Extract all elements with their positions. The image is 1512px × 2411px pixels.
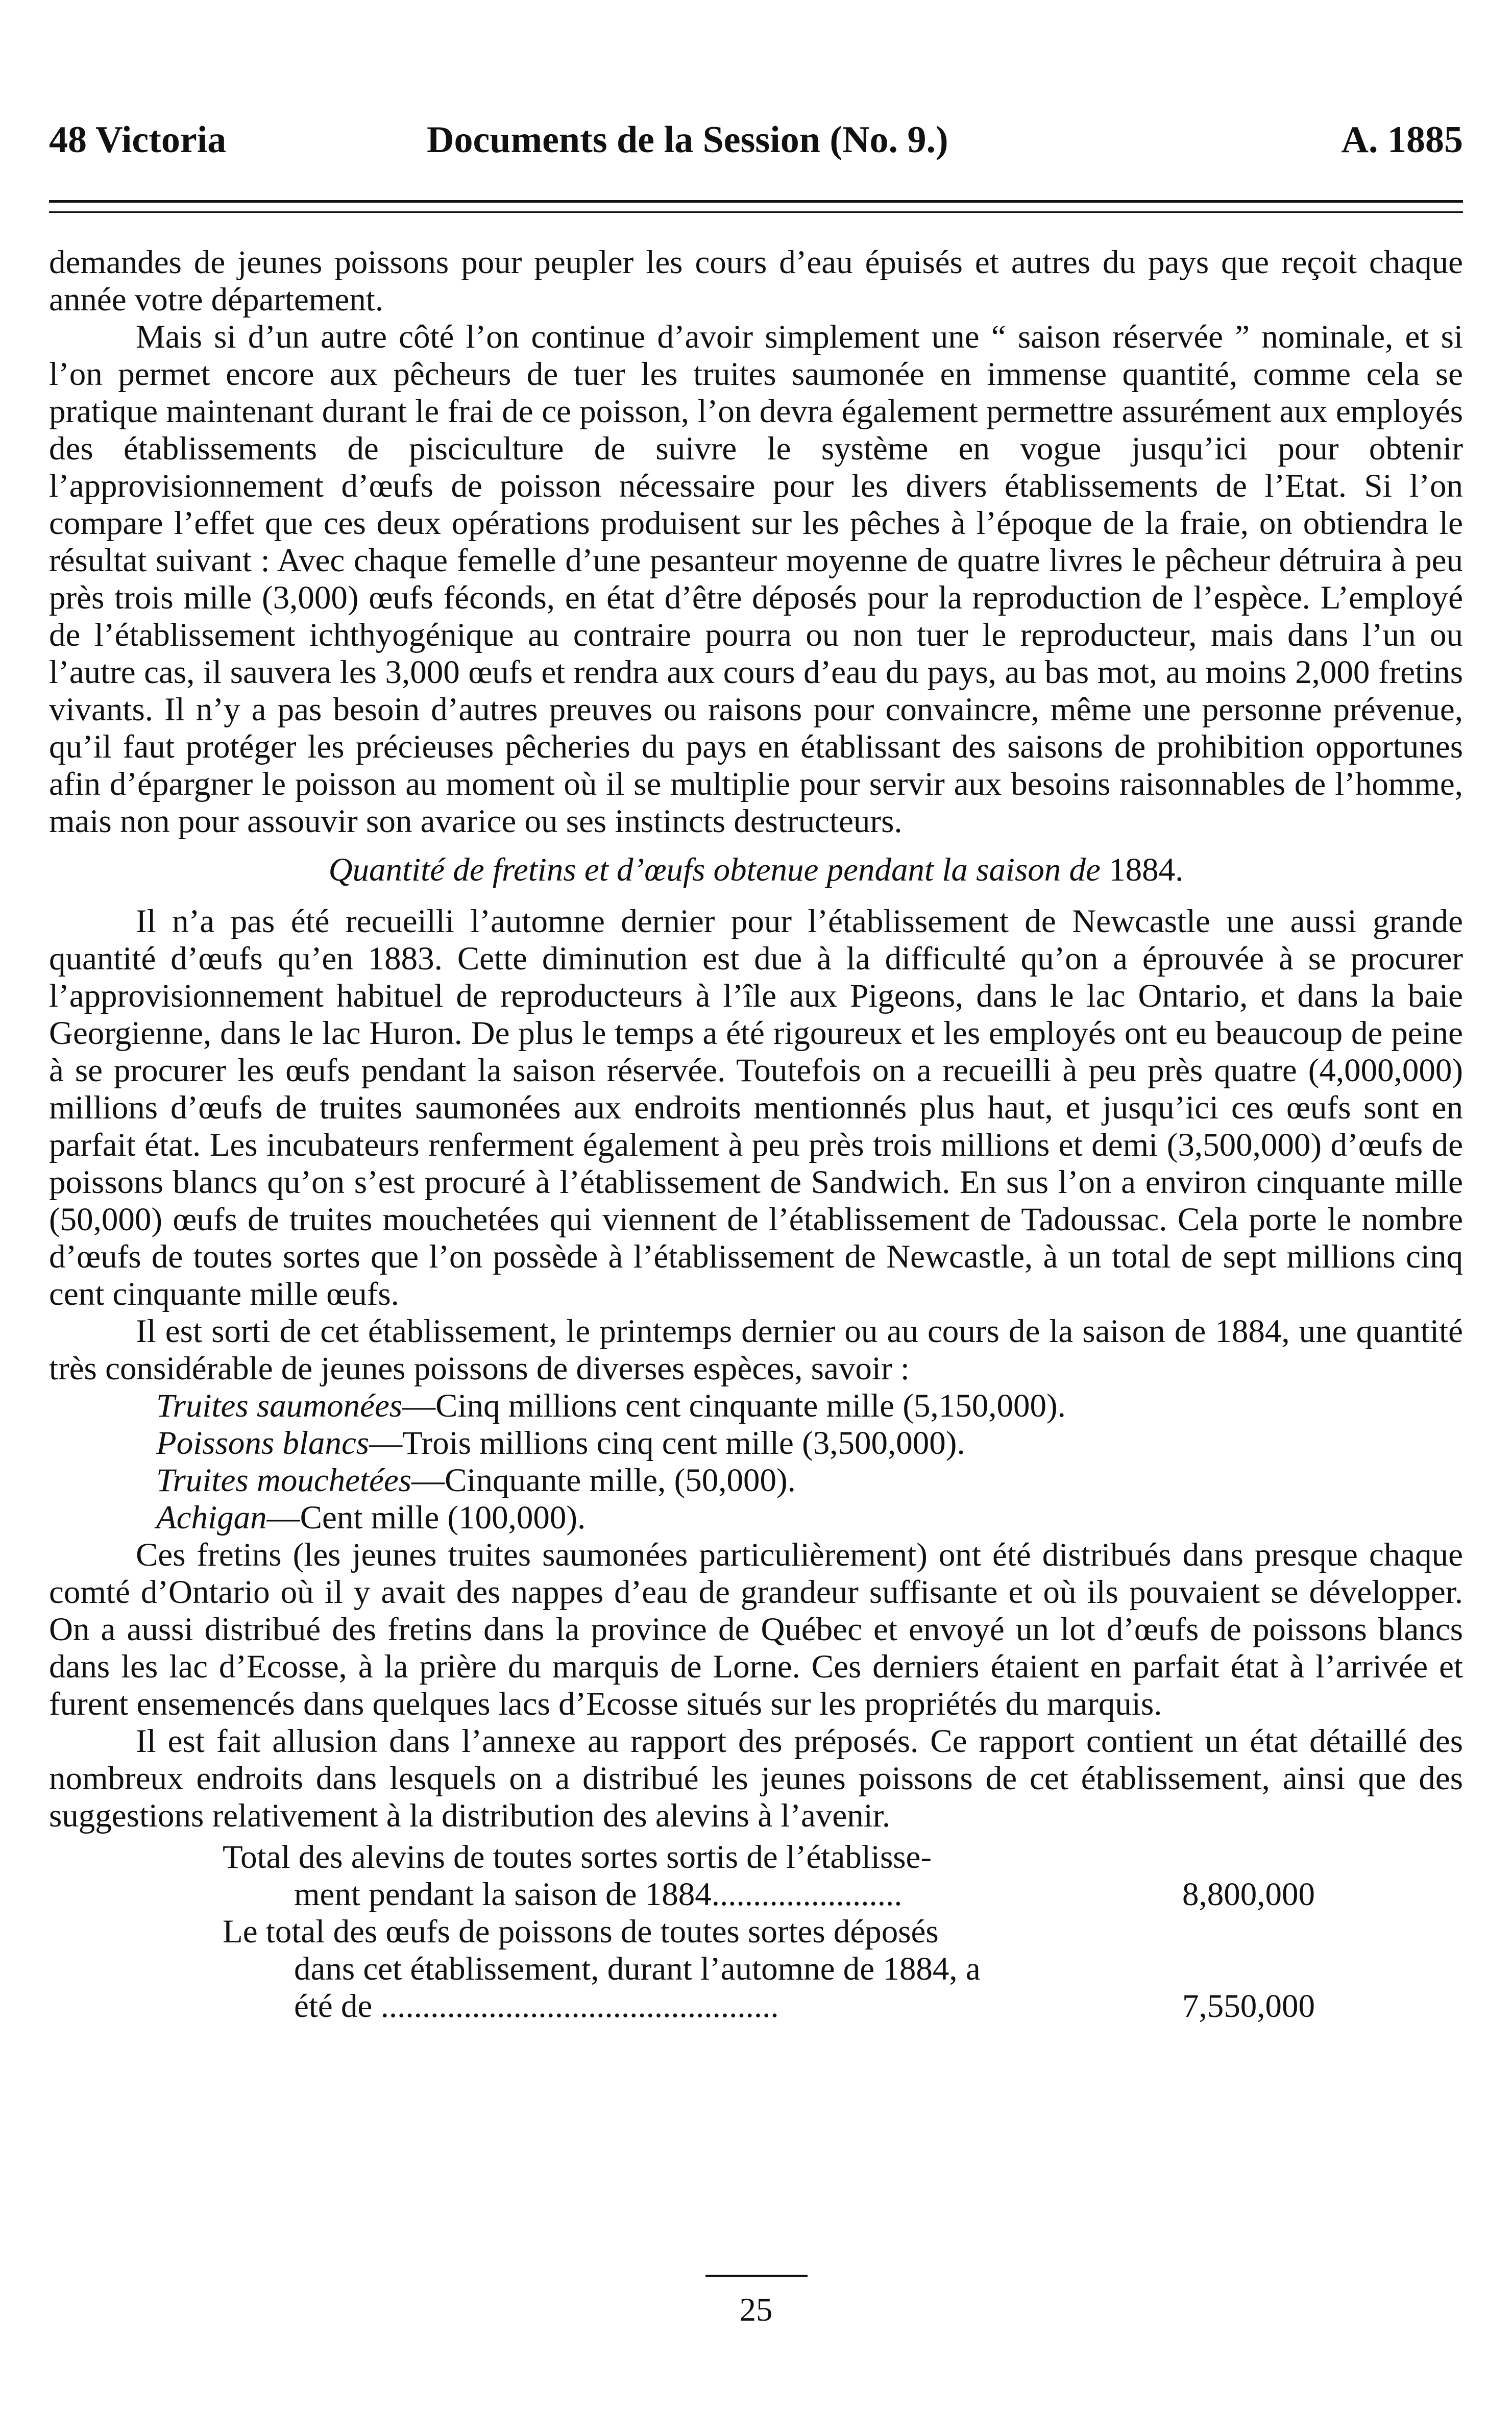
species-name: Achigan: [156, 1499, 267, 1536]
header-title: Documents de la Session (No. 9.): [427, 119, 948, 161]
total-value: 7,550,000: [1182, 1988, 1315, 2025]
species-name: Poissons blancs: [156, 1425, 370, 1462]
page-number: 25: [739, 2292, 773, 2328]
species-count: —Cinquante mille, (50,000).: [411, 1462, 796, 1499]
total-label-line: dans cet établissement, durant l’automne de 1884, a: [294, 1951, 981, 1987]
caption-text: Quantité de fretins et d’œufs obtenue pendant la saison de: [328, 851, 1101, 888]
species-count: —Cent mille (100,000).: [266, 1499, 586, 1536]
species-item: [156, 1425, 1463, 1462]
paragraph-distribution: Ces fretins (les jeunes truites saumonées particulièrement) ont été distribués dans presque chaque comté d’Ontario où il y avait des nappes d’eau de grandeur suffisante et où ils pouvaient se développer. On a aussi distribué des fretins dans la province de Québec et envoyé un lot d’œufs de poissons blancs dans les lac d’Ecosse, à la prière du marquis de Lorne. Ces derniers étaient en parfait état à l’arrivée et furent ensemencés dans quelques lacs d’Ecosse situés sur les propriétés du marquis.: [49, 1537, 1463, 1722]
footer-rule: [705, 2275, 808, 2277]
paragraph-continuation: demandes de jeunes poissons pour peupler les cours d’eau épuisés et autres du pays que reçoit chaque année votre département.: [49, 244, 1463, 318]
paragraph-sorti: Il est sorti de cet établissement, le printemps dernier ou au cours de la saison de 1884, une quantité très considérable de jeunes poissons de diverses espèces, savoir :: [49, 1313, 1463, 1387]
total-value: 8,800,000: [1182, 1876, 1315, 1913]
running-header: [49, 118, 1463, 169]
total-row-alevins: [223, 1839, 1315, 1913]
section-caption: [49, 851, 1463, 889]
header-rule-thin: [49, 211, 1463, 213]
species-count: —Trois millions cinq cent mille (3,500,000).: [369, 1425, 965, 1462]
body-text: [49, 244, 1463, 2025]
total-label-line: Total des alevins de toutes sortes sortis de l’établisse-: [223, 1839, 932, 1876]
paragraph-saison-reservee: Mais si d’un autre côté l’on continue d’avoir simplement une “ saison réservée ” nominale, et si l’on permet encore aux pêcheurs de tuer les truites saumonée en immense quantité, comme cela se pratique maintenant durant le frai de ce poisson, l’on devra également permettre assurément aux employés des établissements de pisciculture de suivre le système en vogue jusqu’ici pour obtenir l’approvisionnement d’œufs de poisson nécessaire pour les divers établissements de l’Etat. Si l’on compare l’effet que ces deux opérations produisent sur les pêches à l’époque de la fraie, on obtiendra le résultat suivant : Avec chaque femelle d’une pesanteur moyenne de quatre livres le pêcheur détruira à peu près trois mille (3,000) œufs féconds, en état d’être déposés pour la reproduction de l’espèce. L’employé de l’établissement ichthyogénique au contraire pourra ou non tuer le reproducteur, mais dans l’un ou l’autre cas, il sauvera les 3,000 œufs et rendra aux cours d’eau du pays, au bas mot, au moins 2,000 fretins vivants. Il n’y a pas besoin d’autres preuves ou raisons pour convaincre, même une personne prévenue, qu’il faut protéger les précieuses pêcheries du pays en établissant des saisons de prohibition opportunes afin d’épargner le poisson au moment où il se multiplie pour servir aux besoins raisonnables de l’homme, mais non pour assouvir son avarice ou ses instincts destructeurs.: [49, 319, 1463, 840]
header-regnal-year: 48 Victoria: [49, 119, 227, 161]
species-name: Truites saumonées: [156, 1387, 403, 1424]
total-label-line: Le total des œufs de poissons de toutes sortes déposés: [223, 1913, 939, 1950]
species-item: [156, 1387, 1463, 1425]
total-label-line: été de ................................................: [294, 1988, 779, 2025]
caption-year: 1884.: [1109, 851, 1184, 888]
species-count: —Cinq millions cent cinquante mille (5,150,000).: [402, 1387, 1066, 1424]
header-rule-thick: [49, 200, 1463, 203]
species-name: Truites mouchetées: [156, 1462, 412, 1499]
total-label-line: ment pendant la saison de 1884.......................: [294, 1876, 903, 1913]
species-item: [156, 1462, 1463, 1499]
paragraph-annexe: Il est fait allusion dans l’annexe au rapport des préposés. Ce rapport contient un état détaillé des nombreux endroits dans lesquels on a distribué les jeunes poissons de cet établissement, ainsi que des suggestions relativement à la distribution des alevins à l’avenir.: [49, 1723, 1463, 1834]
species-item: [156, 1499, 1463, 1537]
paragraph-newcastle: Il n’a pas été recueilli l’automne dernier pour l’établissement de Newcastle une aussi grande quantité d’œufs qu’en 1883. Cette diminution est due à la difficulté qu’on a éprouvée à se procurer l’approvisionnement habituel de reproducteurs à l’île aux Pigeons, dans le lac Ontario, et dans la baie Georgienne, dans le lac Huron. De plus le temps a été rigoureux et les employés ont eu beaucoup de peine à se procurer les œufs pendant la saison réservée. Toutefois on a recueilli à peu près quatre (4,000,000) millions d’œufs de truites saumonées aux endroits mentionnés plus haut, et jusqu’ici ces œufs sont en parfait état. Les incubateurs renferment également à peu près trois millions et demi (3,500,000) d’œufs de poissons blancs qu’on s’est procuré à l’établissement de Sandwich. En sus l’on a environ cinquante mille (50,000) œufs de truites mouchetées qui viennent de l’établissement de Tadoussac. Cela porte le nombre d’œufs de toutes sortes que l’on possède à l’établissement de Newcastle, à un total de sept millions cinq cent cinquante mille œufs.: [49, 903, 1463, 1312]
header-year: A. 1885: [1341, 119, 1463, 161]
total-row-oeufs: [223, 1913, 1315, 2025]
totals-table: [223, 1839, 1315, 2025]
